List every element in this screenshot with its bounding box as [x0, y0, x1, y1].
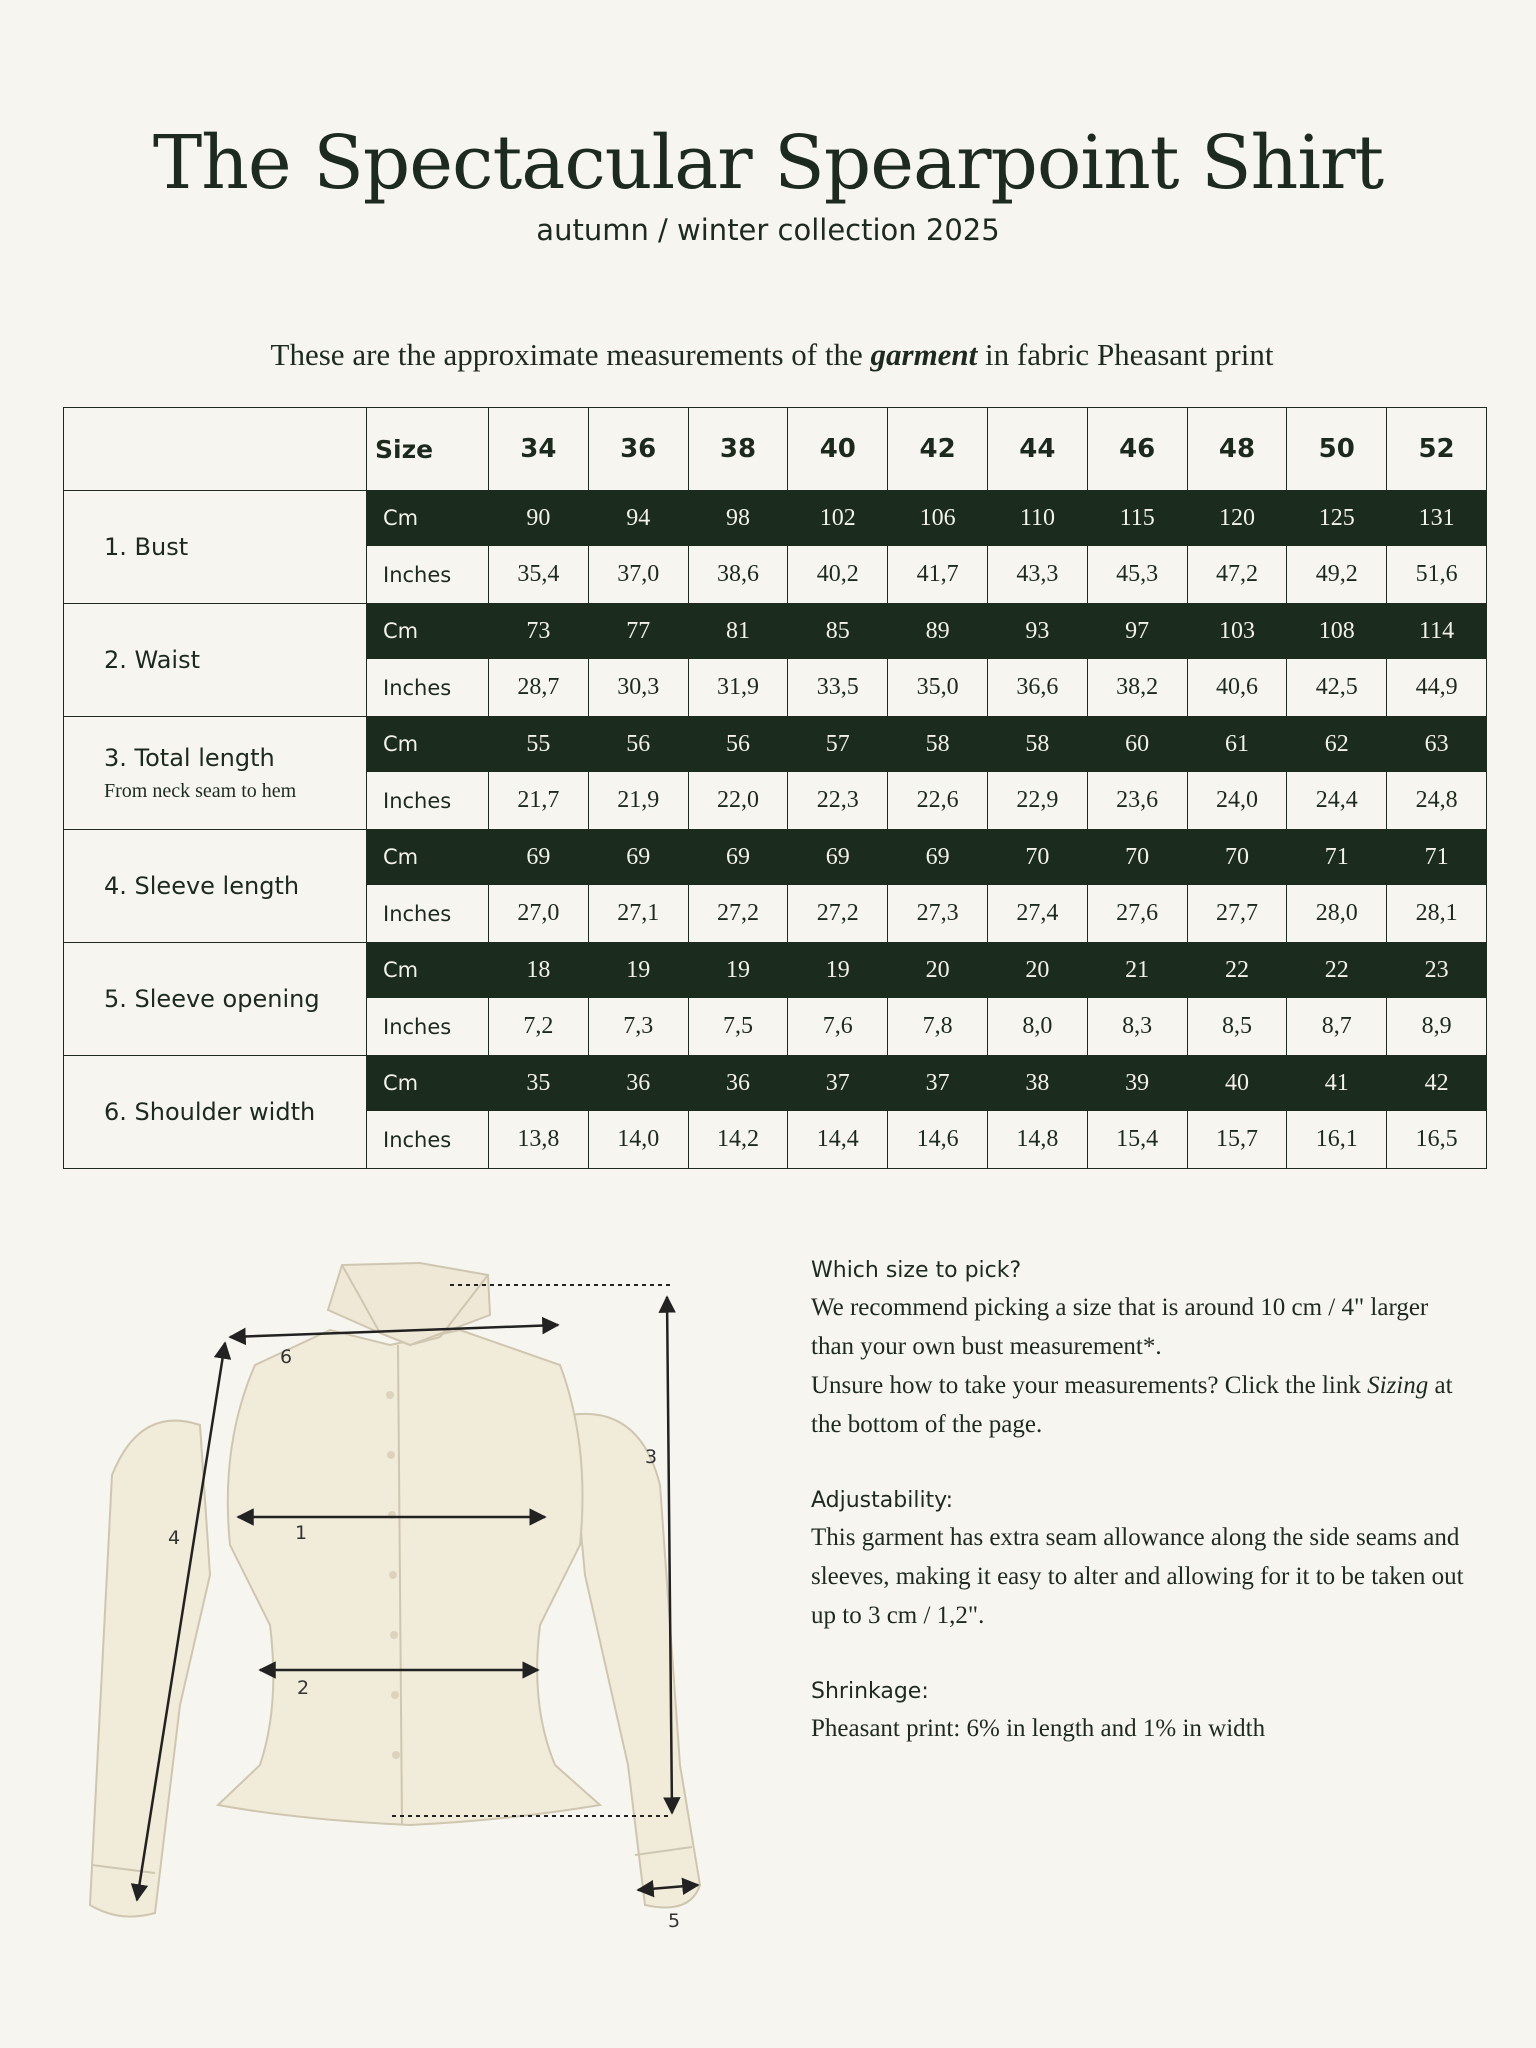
size-header: 36	[588, 408, 688, 491]
measurement-value: 28,1	[1387, 885, 1487, 943]
measurement-value: 14,6	[888, 1111, 988, 1169]
measurement-value: 7,6	[788, 998, 888, 1056]
measurement-value: 8,3	[1087, 998, 1187, 1056]
measurement-label	[64, 604, 367, 717]
measurement-value: 33,5	[788, 659, 888, 717]
measurement-value: 14,8	[987, 1111, 1087, 1169]
measurement-value: 35,0	[888, 659, 988, 717]
measurement-row-cm	[64, 491, 1487, 546]
intro-emphasis: garment	[870, 337, 978, 372]
size-header: 34	[489, 408, 589, 491]
measurement-value: 22,3	[788, 772, 888, 830]
measurement-value: 93	[987, 604, 1087, 659]
measurement-value: 19	[588, 943, 688, 998]
measurement-value: 98	[688, 491, 788, 546]
measurement-value: 37	[788, 1056, 888, 1111]
measurement-value: 8,5	[1187, 998, 1287, 1056]
measurement-value: 16,5	[1387, 1111, 1487, 1169]
measurement-label	[64, 1056, 367, 1169]
measurement-value: 55	[489, 717, 589, 772]
size-guide-heading: Which size to pick?	[811, 1258, 1022, 1283]
intro-before: These are the approximate measurements of the	[270, 337, 871, 372]
measurement-value: 73	[489, 604, 589, 659]
measurement-value: 37	[888, 1056, 988, 1111]
measurement-value: 22,0	[688, 772, 788, 830]
diagram-label-2: 2	[297, 1677, 310, 1699]
measurement-value: 20	[888, 943, 988, 998]
unit-label: Cm	[367, 604, 489, 659]
measurement-label	[64, 830, 367, 943]
measurement-value: 63	[1387, 717, 1487, 772]
measurement-value: 8,0	[987, 998, 1087, 1056]
measurement-value: 31,9	[688, 659, 788, 717]
measurement-value: 14,4	[788, 1111, 888, 1169]
measurement-row-cm	[64, 604, 1487, 659]
size-header: 40	[788, 408, 888, 491]
size-info-panel	[811, 1254, 1471, 1748]
unit-label: Cm	[367, 717, 489, 772]
measurement-name: 5. Sleeve opening	[104, 985, 320, 1013]
measurement-value: 40	[1187, 1056, 1287, 1111]
measurement-value: 57	[788, 717, 888, 772]
diagram-label-3: 3	[645, 1446, 658, 1468]
measurement-value: 14,0	[588, 1111, 688, 1169]
measurement-value: 39	[1087, 1056, 1187, 1111]
measurement-value: 45,3	[1087, 546, 1187, 604]
measurement-value: 13,8	[489, 1111, 589, 1169]
size-header: 38	[688, 408, 788, 491]
shirt-illustration	[90, 1263, 700, 1917]
measurement-value: 69	[688, 830, 788, 885]
measurement-value: 18	[489, 943, 589, 998]
measurement-value: 71	[1387, 830, 1487, 885]
measurement-value: 120	[1187, 491, 1287, 546]
measurement-value: 27,6	[1087, 885, 1187, 943]
unit-label: Cm	[367, 491, 489, 546]
diagram-label-1: 1	[295, 1522, 308, 1544]
size-header: 46	[1087, 408, 1187, 491]
measurement-value: 71	[1287, 830, 1387, 885]
measurement-value: 131	[1387, 491, 1487, 546]
measurement-value: 49,2	[1287, 546, 1387, 604]
measurement-value: 8,7	[1287, 998, 1387, 1056]
measurement-value: 27,7	[1187, 885, 1287, 943]
measurement-value: 38	[987, 1056, 1087, 1111]
measurement-value: 7,2	[489, 998, 589, 1056]
measurement-value: 28,7	[489, 659, 589, 717]
page-subtitle: autumn / winter collection 2025	[536, 213, 1000, 247]
diagram-label-5: 5	[668, 1910, 681, 1932]
measurement-note: From neck seam to hem	[104, 780, 297, 802]
measurement-row-cm	[64, 830, 1487, 885]
measurement-value: 24,0	[1187, 772, 1287, 830]
measurement-value: 114	[1387, 604, 1487, 659]
unit-label: Inches	[367, 885, 489, 943]
shirt-measurement-diagram	[80, 1245, 740, 1945]
unit-label: Inches	[367, 659, 489, 717]
measurement-value: 23	[1387, 943, 1487, 998]
measurement-value: 47,2	[1187, 546, 1287, 604]
measurement-value: 23,6	[1087, 772, 1187, 830]
corner-cell	[64, 408, 367, 491]
measurement-label	[64, 491, 367, 604]
measurement-value: 70	[987, 830, 1087, 885]
shrinkage-heading: Shrinkage:	[811, 1679, 929, 1704]
measurement-value: 27,3	[888, 885, 988, 943]
size-header: 42	[888, 408, 988, 491]
size-header: 50	[1287, 408, 1387, 491]
unit-label: Inches	[367, 1111, 489, 1169]
measurement-value: 125	[1287, 491, 1387, 546]
size-header: 52	[1387, 408, 1487, 491]
measurement-value: 42,5	[1287, 659, 1387, 717]
measurement-value: 56	[588, 717, 688, 772]
measurement-value: 41	[1287, 1056, 1387, 1111]
measurement-value: 106	[888, 491, 988, 546]
measurement-value: 19	[688, 943, 788, 998]
measurement-row-cm	[64, 1056, 1487, 1111]
measurement-value: 69	[888, 830, 988, 885]
measurement-value: 22	[1187, 943, 1287, 998]
measurement-name: 4. Sleeve length	[104, 872, 300, 900]
size-header-label: Size	[367, 408, 489, 491]
size-guide-text	[811, 1288, 1471, 1444]
measurement-value: 62	[1287, 717, 1387, 772]
measurement-value: 94	[588, 491, 688, 546]
measurement-value: 7,3	[588, 998, 688, 1056]
unit-label: Cm	[367, 943, 489, 998]
measurement-value: 60	[1087, 717, 1187, 772]
measurement-value: 97	[1087, 604, 1187, 659]
measurement-value: 58	[888, 717, 988, 772]
measurement-value: 40,6	[1187, 659, 1287, 717]
measurement-value: 108	[1287, 604, 1387, 659]
measurement-value: 7,8	[888, 998, 988, 1056]
measurement-value: 24,8	[1387, 772, 1487, 830]
measurement-name: 1. Bust	[104, 533, 189, 561]
measurement-value: 21,9	[588, 772, 688, 830]
measurement-value: 61	[1187, 717, 1287, 772]
sizing-help-prefix: Unsure how to take your measurements? Click the link	[811, 1372, 1368, 1399]
measurement-value: 35,4	[489, 546, 589, 604]
measurement-value: 19	[788, 943, 888, 998]
measurement-value: 43,3	[987, 546, 1087, 604]
measurement-value: 103	[1187, 604, 1287, 659]
sizing-link[interactable]: Sizing	[1367, 1372, 1429, 1399]
measurement-value: 14,2	[688, 1111, 788, 1169]
measurement-value: 21	[1087, 943, 1187, 998]
measurement-value: 7,5	[688, 998, 788, 1056]
measurement-value: 15,7	[1187, 1111, 1287, 1169]
size-recommendation: We recommend picking a size that is around 10 cm / 4" larger than your own bust measurement*.	[811, 1294, 1429, 1360]
measurement-value: 36,6	[987, 659, 1087, 717]
measurement-value: 38,6	[688, 546, 788, 604]
measurement-value: 22,6	[888, 772, 988, 830]
measurement-value: 24,4	[1287, 772, 1387, 830]
measurement-value: 8,9	[1387, 998, 1487, 1056]
measurement-value: 85	[788, 604, 888, 659]
page-title: The Spectacular Spearpoint Shirt	[152, 120, 1384, 206]
size-header-row	[64, 408, 1487, 491]
intro-after: in fabric Pheasant print	[977, 337, 1274, 372]
measurement-value: 77	[588, 604, 688, 659]
adjustability-text: This garment has extra seam allowance along the side seams and sleeves, making it easy to alter and allowing for it to be taken out up to 3 cm / 1,2".	[811, 1524, 1464, 1629]
measurement-value: 38,2	[1087, 659, 1187, 717]
measurement-value: 69	[788, 830, 888, 885]
intro-text	[0, 337, 1536, 373]
measurement-value: 37,0	[588, 546, 688, 604]
measurement-value: 70	[1087, 830, 1187, 885]
sizing-help-text	[811, 1372, 1453, 1438]
measurement-value: 69	[489, 830, 589, 885]
measurement-value: 58	[987, 717, 1087, 772]
measurement-value: 36	[688, 1056, 788, 1111]
unit-label: Cm	[367, 1056, 489, 1111]
measurement-value: 115	[1087, 491, 1187, 546]
measurement-name: 6. Shoulder width	[104, 1098, 316, 1126]
size-header: 48	[1187, 408, 1287, 491]
measurement-value: 22,9	[987, 772, 1087, 830]
measurement-value: 36	[588, 1056, 688, 1111]
size-header: 44	[987, 408, 1087, 491]
measurement-value: 42	[1387, 1056, 1487, 1111]
diagram-label-4: 4	[168, 1527, 181, 1549]
measurement-value: 90	[489, 491, 589, 546]
unit-label: Inches	[367, 998, 489, 1056]
measurement-value: 44,9	[1387, 659, 1487, 717]
unit-label: Cm	[367, 830, 489, 885]
measurement-value: 30,3	[588, 659, 688, 717]
measurement-row-cm	[64, 717, 1487, 772]
diagram-label-6: 6	[280, 1346, 293, 1368]
measurement-value: 56	[688, 717, 788, 772]
measurement-value: 89	[888, 604, 988, 659]
measurement-value: 16,1	[1287, 1111, 1387, 1169]
unit-label: Inches	[367, 546, 489, 604]
measurement-value: 51,6	[1387, 546, 1487, 604]
sizing-help-suffix: at the bottom of the page.	[811, 1372, 1453, 1438]
measurement-value: 69	[588, 830, 688, 885]
measurement-value: 110	[987, 491, 1087, 546]
measurement-value: 27,1	[588, 885, 688, 943]
shrinkage-text: Pheasant print: 6% in length and 1% in width	[811, 1715, 1266, 1742]
measurement-value: 27,2	[688, 885, 788, 943]
measurement-value: 28,0	[1287, 885, 1387, 943]
measurement-value: 81	[688, 604, 788, 659]
measurement-name: 3. Total length	[104, 744, 275, 772]
measurement-value: 102	[788, 491, 888, 546]
measurement-value: 40,2	[788, 546, 888, 604]
measurement-value: 21,7	[489, 772, 589, 830]
measurement-row-cm	[64, 943, 1487, 998]
measurement-label	[64, 717, 367, 830]
measurement-value: 20	[987, 943, 1087, 998]
measurement-value: 15,4	[1087, 1111, 1187, 1169]
measurement-value: 27,4	[987, 885, 1087, 943]
measurement-label	[64, 943, 367, 1056]
measurement-value: 27,0	[489, 885, 589, 943]
measurement-value: 41,7	[888, 546, 988, 604]
measurement-value: 22	[1287, 943, 1387, 998]
unit-label: Inches	[367, 772, 489, 830]
adjustability-heading: Adjustability:	[811, 1488, 954, 1513]
measurement-value: 35	[489, 1056, 589, 1111]
measurement-name: 2. Waist	[104, 646, 201, 674]
measurement-value: 70	[1187, 830, 1287, 885]
measurement-value: 27,2	[788, 885, 888, 943]
size-chart-table	[63, 407, 1487, 1169]
